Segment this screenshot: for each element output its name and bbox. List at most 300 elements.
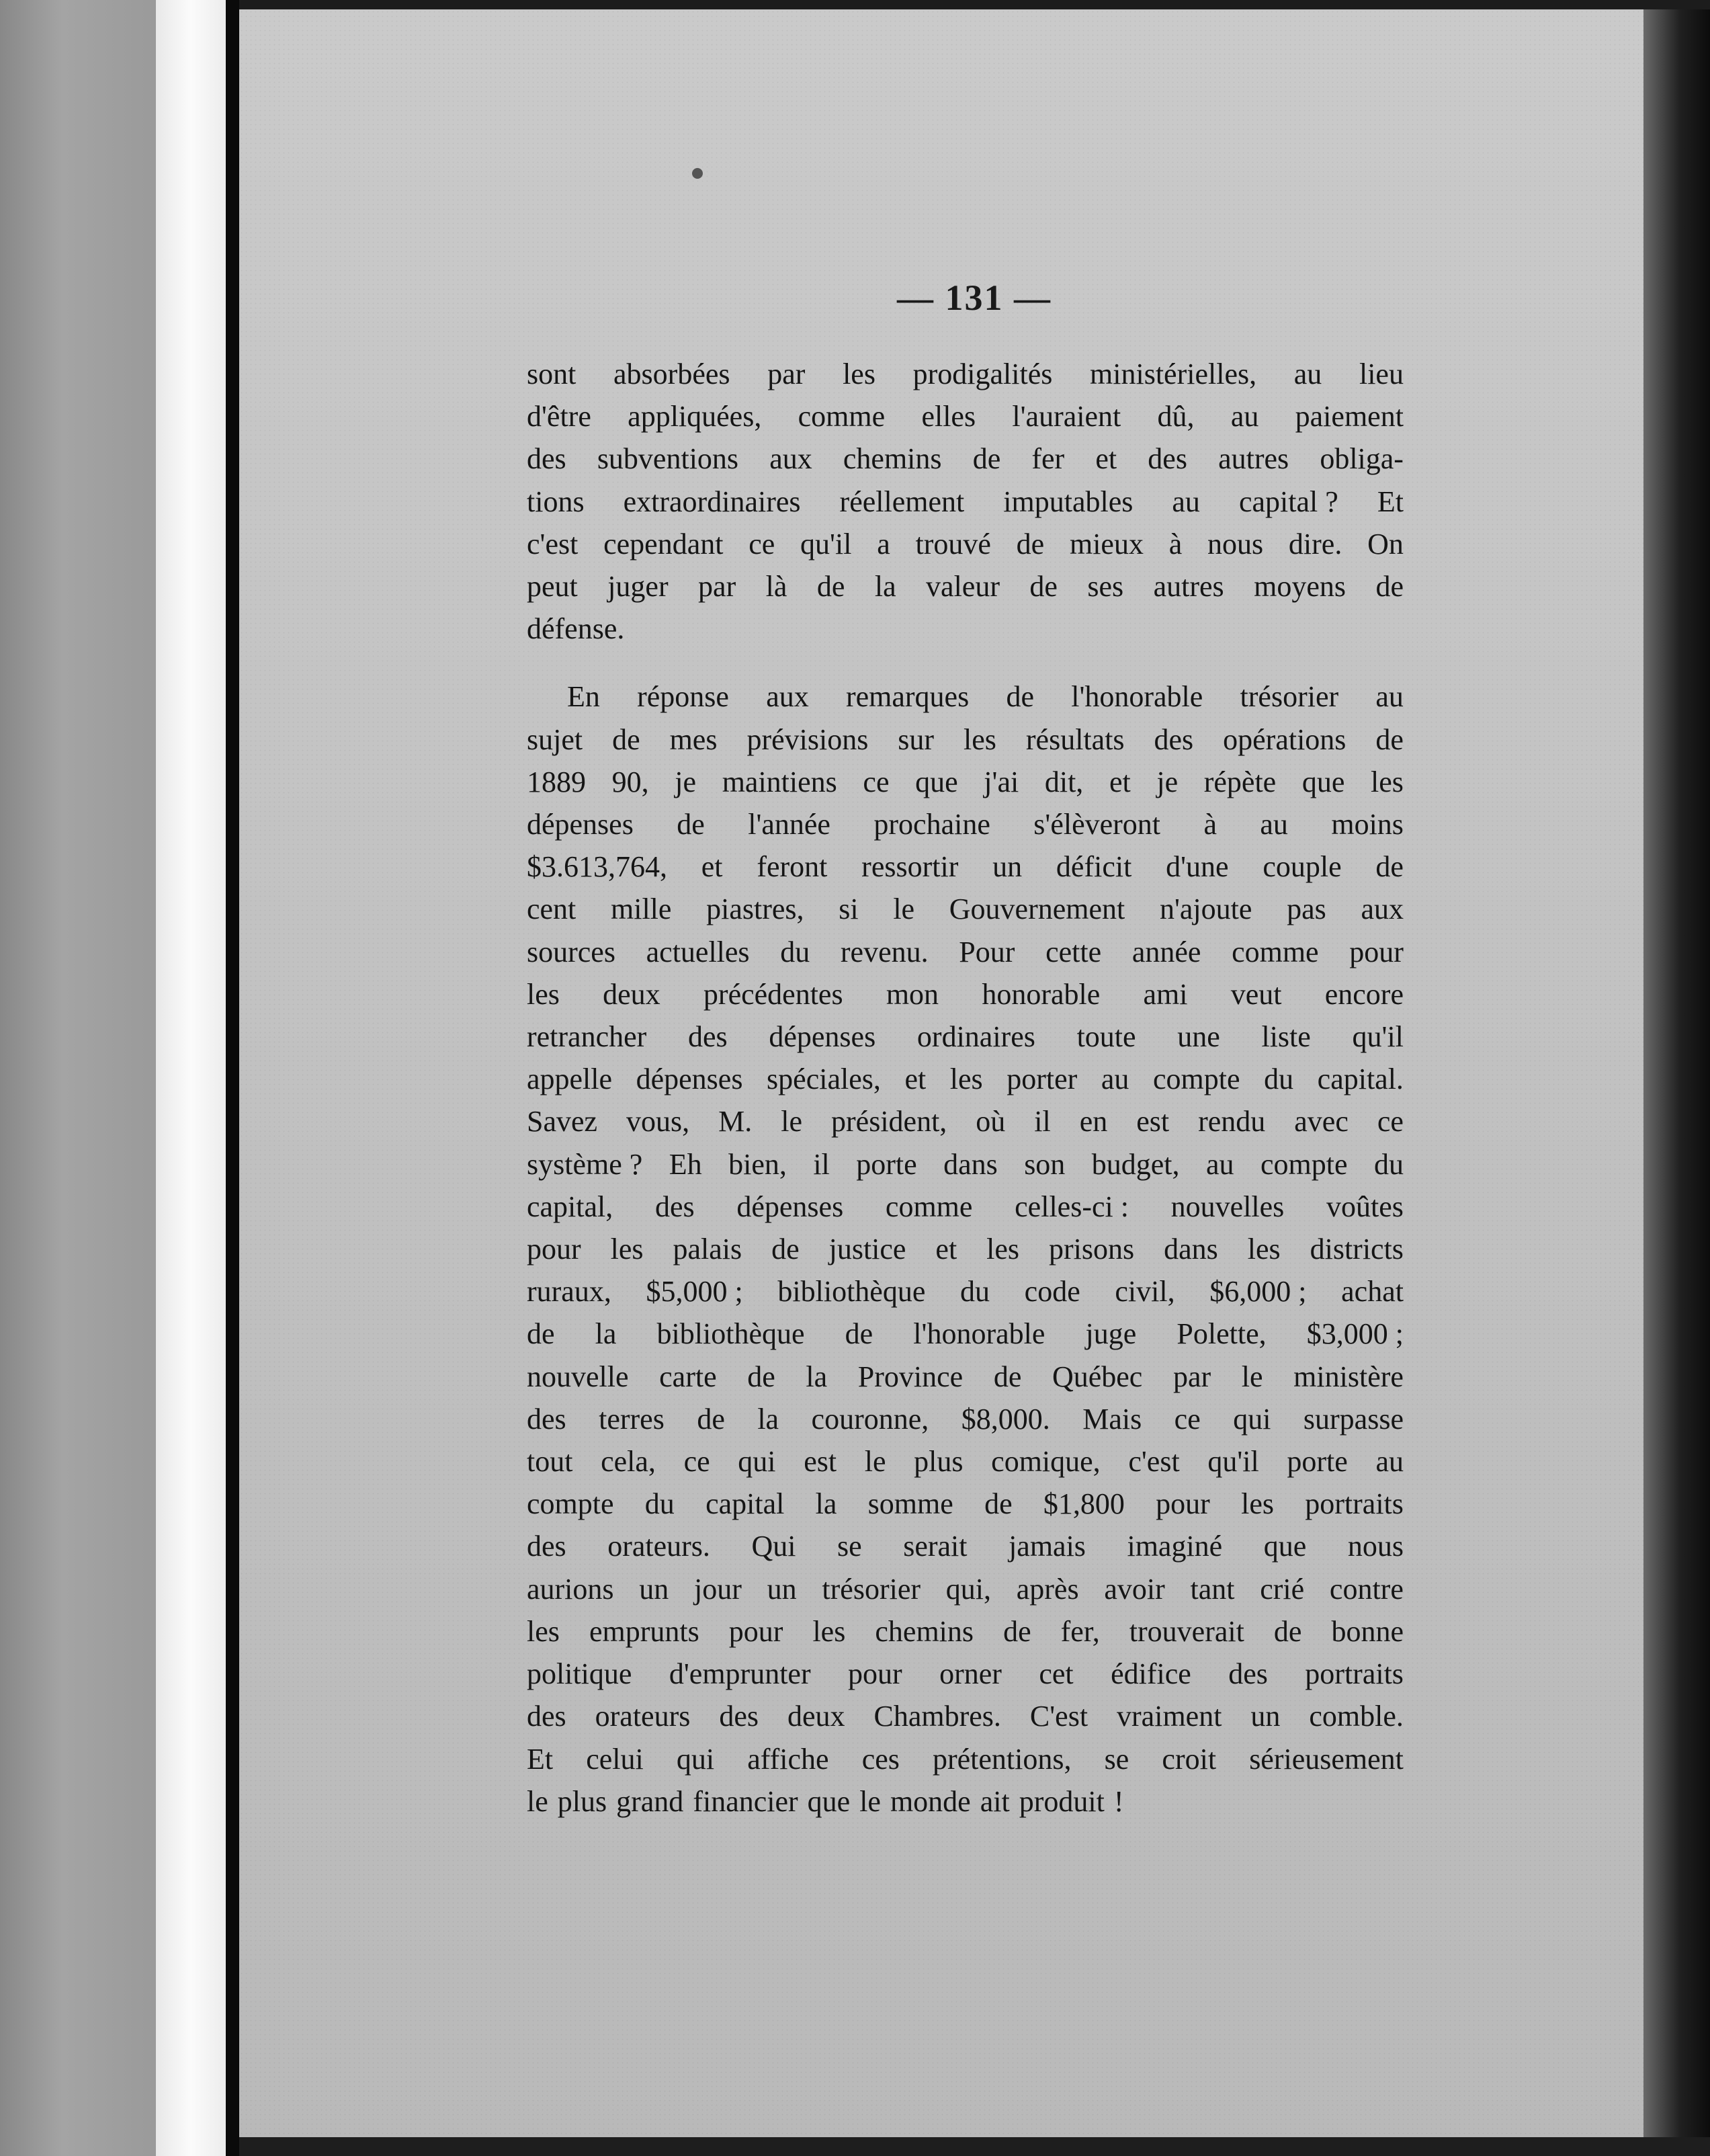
word: nous: [1207, 527, 1264, 561]
word: On: [1367, 527, 1404, 561]
word: monde: [890, 1784, 971, 1818]
word: des: [719, 1700, 759, 1733]
word: il: [1034, 1105, 1051, 1138]
text-line: [527, 931, 1404, 973]
scan-right-frame: [1643, 0, 1710, 2156]
word: portraits: [1305, 1487, 1404, 1521]
word: les: [527, 977, 560, 1011]
word: achat: [1341, 1275, 1404, 1309]
word: ce: [749, 527, 775, 561]
word: moyens: [1254, 570, 1346, 604]
word: des: [527, 1530, 566, 1563]
word: la: [757, 1402, 779, 1436]
word: serait: [903, 1530, 968, 1563]
text-line: [527, 608, 1404, 650]
word: au: [1293, 358, 1322, 390]
word: voûtes: [1326, 1190, 1404, 1223]
word: le: [859, 1784, 881, 1818]
word: d'emprunter: [669, 1657, 811, 1691]
word: mon: [886, 977, 939, 1011]
word: $3,000 ;: [1306, 1317, 1404, 1351]
text-line: [527, 973, 1404, 1015]
word: un: [992, 850, 1023, 884]
word: après: [1016, 1572, 1079, 1606]
word: dépenses: [636, 1063, 743, 1096]
text-line: [527, 1228, 1404, 1270]
ink-speck: [692, 168, 703, 179]
scan-bottom-edge: [239, 2137, 1710, 2156]
text-line: [527, 395, 1404, 438]
word: emprunts: [589, 1614, 699, 1648]
word: Province: [857, 1360, 964, 1393]
word: revenu.: [840, 935, 929, 968]
word: $1,800: [1043, 1487, 1125, 1521]
text-line: [527, 1398, 1404, 1440]
word: la: [806, 1360, 828, 1393]
word: ordinaires: [916, 1020, 1035, 1054]
word: au: [1260, 808, 1288, 841]
word: la: [874, 570, 896, 604]
word: que: [807, 1784, 851, 1818]
word: orner: [939, 1657, 1002, 1691]
word: prochaine: [873, 808, 990, 841]
word: le: [527, 1784, 548, 1818]
word: est: [804, 1445, 837, 1479]
word: est: [1136, 1105, 1170, 1138]
word: aux: [766, 680, 809, 714]
word: deux: [787, 1700, 845, 1733]
word: veut: [1230, 977, 1282, 1011]
word: au: [1172, 485, 1200, 518]
word: prodigalités: [912, 358, 1053, 390]
word: des: [527, 1700, 566, 1733]
word: de: [816, 570, 845, 604]
word: précédentes: [703, 977, 843, 1011]
word: que: [1263, 1530, 1307, 1563]
word: sources: [527, 935, 615, 968]
word: et: [904, 1063, 927, 1096]
text-line: [527, 761, 1404, 803]
word: qu'il: [1352, 1020, 1404, 1054]
word: trésorier: [822, 1572, 921, 1606]
word: pas: [1287, 893, 1326, 926]
word: le: [1241, 1360, 1263, 1393]
word: honorable: [982, 977, 1101, 1011]
word: les: [610, 1233, 644, 1266]
text-line: [527, 1780, 1404, 1823]
word: ses: [1087, 570, 1124, 604]
text-line: [527, 1186, 1404, 1228]
word: 1889: [527, 765, 586, 798]
word: sérieusement: [1249, 1742, 1404, 1776]
word: $6,000 ;: [1209, 1275, 1307, 1309]
text-line: [527, 1568, 1404, 1610]
word: plus: [914, 1445, 964, 1479]
word: cependant: [603, 527, 724, 561]
word: des: [1148, 442, 1187, 476]
word: système ?: [527, 1147, 643, 1181]
word: et: [1109, 765, 1131, 798]
word: prétentions,: [933, 1742, 1072, 1776]
word: par: [1172, 1360, 1211, 1393]
word: carte: [659, 1360, 717, 1393]
word: surpasse: [1303, 1402, 1404, 1436]
word: nouvelles: [1170, 1190, 1285, 1223]
word: appelle: [527, 1063, 613, 1096]
word: les: [1241, 1487, 1274, 1521]
word: tant: [1190, 1572, 1235, 1606]
word: qui: [1233, 1402, 1271, 1436]
word: de: [984, 1487, 1013, 1521]
word: et: [1095, 442, 1117, 476]
word: du: [644, 1487, 675, 1521]
word: grand: [616, 1784, 684, 1818]
word: sujet: [527, 722, 583, 756]
paragraph-2: [527, 675, 1404, 1822]
word: qui: [676, 1742, 715, 1776]
word: une: [1177, 1020, 1220, 1054]
word: contre: [1329, 1572, 1404, 1606]
word: liste: [1261, 1020, 1311, 1054]
word: réponse: [637, 680, 729, 714]
word: imaginé: [1127, 1530, 1223, 1563]
word: des: [527, 442, 566, 476]
word: un: [639, 1572, 669, 1606]
word: vraiment: [1117, 1700, 1222, 1733]
word: du: [1264, 1063, 1294, 1096]
word: comme: [1232, 935, 1319, 968]
word: bonne: [1331, 1614, 1404, 1648]
word: crié: [1260, 1572, 1305, 1606]
word: subventions: [597, 442, 739, 476]
word: juge: [1085, 1317, 1137, 1351]
word: couple: [1263, 850, 1342, 884]
word: de: [1029, 570, 1058, 604]
word: civil,: [1115, 1275, 1175, 1309]
word: avec: [1294, 1105, 1349, 1138]
word: le: [864, 1445, 886, 1479]
word: pour: [1156, 1487, 1210, 1521]
word: où: [976, 1105, 1006, 1138]
word: porter: [1007, 1063, 1078, 1096]
word: ce: [1174, 1402, 1201, 1436]
word: nouvelle: [527, 1360, 629, 1393]
word: si: [839, 893, 859, 926]
word: ressortir: [861, 850, 959, 884]
word: avoir: [1104, 1572, 1165, 1606]
word: au: [1101, 1063, 1129, 1096]
word: ministérielles,: [1090, 358, 1257, 390]
word: de: [993, 1360, 1022, 1393]
word: En: [567, 680, 600, 714]
word: de: [1006, 680, 1034, 714]
word: trouvé: [915, 527, 991, 561]
word: Gouvernement: [949, 893, 1125, 926]
word: M.: [718, 1105, 753, 1138]
word: jour: [694, 1572, 742, 1606]
text-line: [527, 438, 1404, 480]
word: lieu: [1359, 358, 1404, 390]
word: au: [1205, 1147, 1234, 1181]
text-line: [527, 1738, 1404, 1780]
text-line: [527, 718, 1404, 761]
word: aux: [769, 442, 812, 476]
word: ministère: [1293, 1360, 1404, 1393]
word: les: [843, 358, 875, 390]
word: là: [765, 570, 787, 604]
word: bibliothèque: [656, 1317, 805, 1351]
text-line: [527, 565, 1404, 608]
word: des: [654, 1190, 695, 1223]
text-line: [527, 1100, 1404, 1143]
word: des: [1228, 1657, 1268, 1691]
word: cet: [1039, 1657, 1074, 1691]
word: $8,000.: [961, 1402, 1050, 1436]
word: le: [893, 893, 915, 926]
text-line: [527, 1143, 1404, 1186]
word: ait: [980, 1784, 1010, 1818]
word: chemins: [843, 442, 942, 476]
word: ce: [863, 765, 890, 798]
word: C'est: [1029, 1700, 1088, 1733]
word: de: [747, 1360, 775, 1393]
word: se: [837, 1530, 862, 1563]
word: année: [1131, 935, 1201, 968]
word: mes: [669, 722, 718, 756]
word: orateurs.: [607, 1530, 710, 1563]
word: actuelles: [646, 935, 750, 968]
word: autres: [1218, 442, 1289, 476]
word: celui: [586, 1742, 644, 1776]
page-edge-shadow: [226, 0, 239, 2156]
scan-top-edge: [239, 0, 1710, 9]
binding-strip: [156, 0, 226, 2156]
word: compte: [1153, 1063, 1240, 1096]
word: bien,: [728, 1147, 787, 1181]
word: dans: [943, 1147, 998, 1181]
text-line: [527, 523, 1404, 565]
word: jamais: [1009, 1530, 1086, 1563]
word: défense.: [527, 612, 625, 646]
word: porte: [1287, 1445, 1348, 1479]
word: l'auraient: [1012, 400, 1121, 433]
word: Polette,: [1177, 1317, 1267, 1351]
word: dépenses: [736, 1190, 844, 1223]
word: par: [698, 570, 736, 604]
word: que: [1301, 765, 1345, 798]
text-line: [527, 845, 1404, 888]
word: en: [1079, 1105, 1108, 1138]
word: répète: [1203, 765, 1277, 798]
word: l'honorable: [1071, 680, 1203, 714]
word: appliquées,: [628, 400, 762, 433]
word: !: [1113, 1784, 1124, 1818]
text-line: [527, 1483, 1404, 1525]
word: ce: [683, 1445, 710, 1479]
word: autres: [1153, 570, 1224, 604]
word: remarques: [845, 680, 970, 714]
word: dépenses: [769, 1020, 876, 1054]
word: paiement: [1295, 400, 1404, 433]
word: cette: [1045, 935, 1102, 968]
text-line: [527, 1015, 1404, 1058]
page-number: — 131 —: [897, 278, 1052, 318]
word: les: [1247, 1233, 1281, 1266]
word: prisons: [1049, 1233, 1135, 1266]
word: de: [972, 442, 1001, 476]
word: moins: [1331, 808, 1404, 841]
word: le: [781, 1105, 803, 1138]
word: des: [1154, 722, 1194, 756]
word: peut: [527, 570, 578, 604]
word: $5,000 ;: [646, 1275, 743, 1309]
word: porte: [856, 1147, 917, 1181]
word: deux: [603, 977, 660, 1011]
word: il: [813, 1147, 830, 1181]
word: terres: [599, 1402, 665, 1436]
word: pour: [527, 1233, 581, 1266]
word: pour: [728, 1614, 783, 1648]
word: et: [701, 850, 723, 884]
word: financier: [693, 1784, 798, 1818]
word: tions: [527, 485, 585, 518]
word: prévisions: [746, 722, 869, 756]
word: tout: [527, 1445, 573, 1479]
word: absorbées: [613, 358, 730, 390]
word: Chambres.: [873, 1700, 1001, 1733]
word: dire.: [1288, 527, 1342, 561]
word: président,: [831, 1105, 947, 1138]
word: capital: [706, 1487, 785, 1521]
word: trésorier: [1240, 680, 1339, 714]
word: dans: [1164, 1233, 1218, 1266]
word: capital.: [1317, 1063, 1404, 1096]
word: de: [1016, 527, 1045, 561]
text-line: [527, 1653, 1404, 1695]
word: du: [960, 1275, 990, 1309]
word: 90,: [611, 765, 649, 798]
word: mille: [611, 893, 672, 926]
word: je: [675, 765, 697, 798]
word: dit,: [1044, 765, 1084, 798]
word: compte: [527, 1487, 614, 1521]
word: au: [1375, 1445, 1404, 1479]
scan-left-margin: [0, 0, 156, 2156]
word: l'honorable: [913, 1317, 1045, 1351]
word: Et: [527, 1742, 554, 1776]
word: bibliothèque: [777, 1275, 926, 1309]
word: un: [767, 1572, 797, 1606]
word: dû,: [1157, 400, 1195, 433]
word: les: [964, 722, 996, 756]
word: chemins: [875, 1614, 974, 1648]
word: comble.: [1309, 1700, 1404, 1733]
word: spéciales,: [767, 1063, 881, 1096]
word: à: [1203, 808, 1217, 841]
word: a: [877, 527, 890, 561]
word: qui,: [945, 1572, 991, 1606]
text-line: [527, 481, 1404, 523]
word: fer,: [1060, 1614, 1100, 1648]
text-line: [527, 1525, 1404, 1567]
word: les: [527, 1614, 560, 1648]
word: déficit: [1056, 850, 1132, 884]
word: comique,: [991, 1445, 1101, 1479]
word: ami: [1143, 977, 1188, 1011]
word: les: [812, 1614, 846, 1648]
word: croit: [1162, 1742, 1217, 1776]
word: portraits: [1305, 1657, 1404, 1691]
word: les: [949, 1063, 983, 1096]
word: un: [1250, 1700, 1281, 1733]
word: elles: [921, 400, 976, 433]
word: toute: [1076, 1020, 1136, 1054]
word: c'est: [527, 527, 579, 561]
word: compte: [1260, 1147, 1348, 1181]
word: sont: [527, 358, 576, 390]
word: réellement: [839, 485, 965, 518]
word: résultats: [1025, 722, 1125, 756]
word: à: [1168, 527, 1183, 561]
word: Eh: [669, 1147, 702, 1181]
word: par: [767, 358, 806, 390]
word: feront: [757, 850, 828, 884]
word: qu'il: [1207, 1445, 1259, 1479]
word: des: [688, 1020, 728, 1054]
word: de: [1375, 722, 1404, 756]
word: édifice: [1111, 1657, 1191, 1691]
word: son: [1024, 1147, 1066, 1181]
word: les: [1371, 765, 1404, 798]
word: au: [1375, 680, 1404, 714]
word: la: [595, 1317, 617, 1351]
word: de: [677, 808, 705, 841]
word: d'être: [527, 400, 591, 433]
word: palais: [673, 1233, 742, 1266]
word: la: [815, 1487, 837, 1521]
word: de: [527, 1317, 555, 1351]
word: valeur: [926, 570, 1000, 604]
word: j'ai: [984, 765, 1019, 798]
word: somme: [867, 1487, 953, 1521]
word: et: [935, 1233, 957, 1266]
word: orateurs: [595, 1700, 691, 1733]
word: Québec: [1052, 1360, 1143, 1393]
word: juger: [607, 570, 669, 604]
text-line: [527, 675, 1404, 718]
word: se: [1104, 1742, 1129, 1776]
word: de: [612, 722, 640, 756]
word: d'une: [1166, 850, 1229, 884]
word: Qui: [751, 1530, 796, 1563]
word: capital,: [527, 1190, 613, 1223]
word: dépenses: [527, 808, 634, 841]
text-line: [527, 888, 1404, 930]
word: $3.613,764,: [527, 850, 667, 884]
word: encore: [1324, 977, 1404, 1011]
word: celles-ci :: [1015, 1190, 1129, 1223]
body-text: [527, 353, 1404, 1823]
word: vous,: [626, 1105, 690, 1138]
word: s'élèveront: [1033, 808, 1161, 841]
word: cent: [527, 893, 576, 926]
word: ruraux,: [527, 1275, 611, 1309]
word: sur: [898, 722, 935, 756]
paragraph-gap: [527, 650, 1404, 675]
word: pour: [1349, 935, 1404, 968]
word: n'ajoute: [1159, 893, 1252, 926]
word: comme: [885, 1190, 973, 1223]
